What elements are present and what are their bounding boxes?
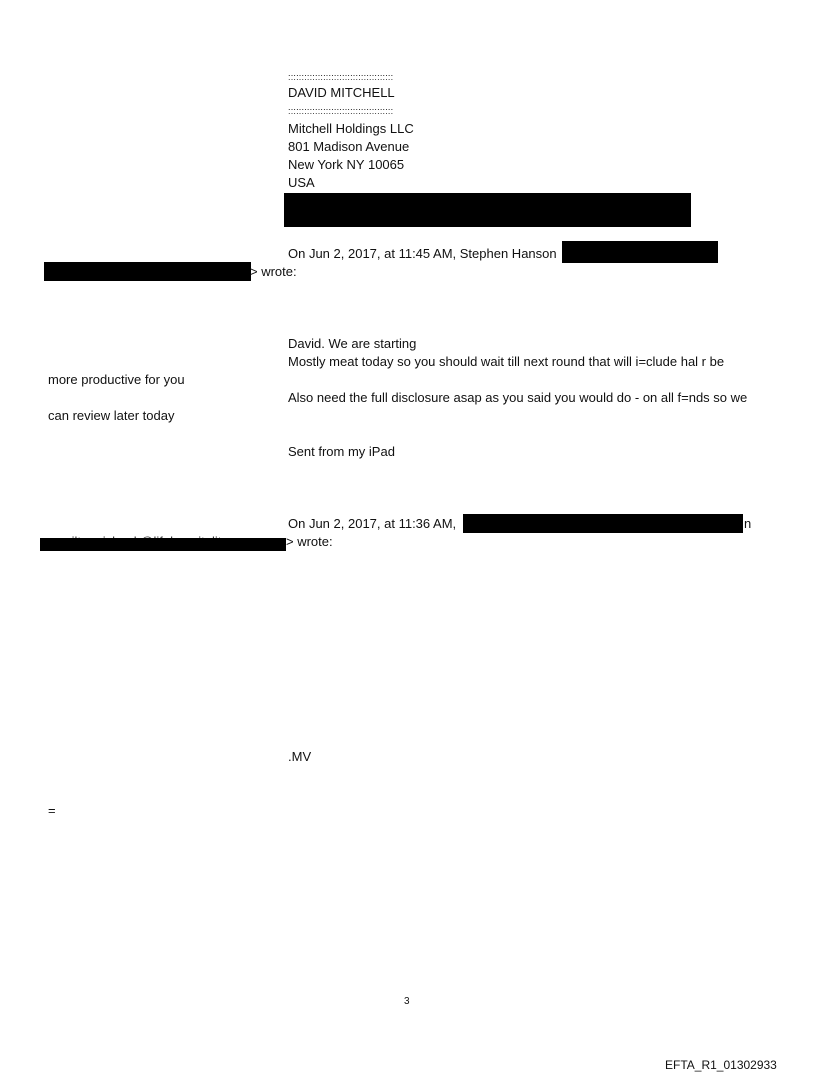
quote1-header: On Jun 2, 2017, at 11:45 AM, Stephen Hanson xyxy=(288,246,557,261)
message-line: can review later today xyxy=(48,408,175,423)
signature-address-line2: New York NY 10065 xyxy=(288,157,405,172)
quote1-wrote: > wrote: xyxy=(250,264,297,279)
quote2-trailing-char: n xyxy=(744,516,752,531)
signature-name: DAVID MITCHELL xyxy=(288,85,395,100)
signature-separator-top: ::::::::::::::::::::::::::::::::::::::: xyxy=(288,72,394,82)
message-line: David. We are starting xyxy=(288,336,417,351)
signature-country: USA xyxy=(288,175,315,190)
message-line: more productive for you xyxy=(48,372,185,387)
sent-from: Sent from my iPad xyxy=(288,444,395,459)
signature-address-line1: 801 Madison Avenue xyxy=(288,139,410,154)
document-id: EFTA_R1_01302933 xyxy=(665,1058,777,1072)
quote2-wrote: > wrote: xyxy=(286,534,333,549)
redaction-block xyxy=(284,193,691,227)
redaction-block xyxy=(562,241,718,263)
quote2-header: On Jun 2, 2017, at 11:36 AM, xyxy=(288,516,457,531)
page-number: 3 xyxy=(404,996,410,1007)
equals-sign: = xyxy=(48,803,56,818)
signature-company: Mitchell Holdings LLC xyxy=(288,121,414,136)
message-line: Mostly meat today so you should wait till next round that will i=clude hal r be xyxy=(288,354,725,369)
mv-text: .MV xyxy=(288,749,312,764)
redaction-block xyxy=(44,262,251,281)
message-line: Also need the full disclosure asap as you said you would do - on all f=nds so we xyxy=(288,390,748,405)
signature-separator-bottom: ::::::::::::::::::::::::::::::::::::::: xyxy=(288,106,394,116)
redaction-block xyxy=(463,514,743,533)
redaction-block xyxy=(40,538,286,551)
